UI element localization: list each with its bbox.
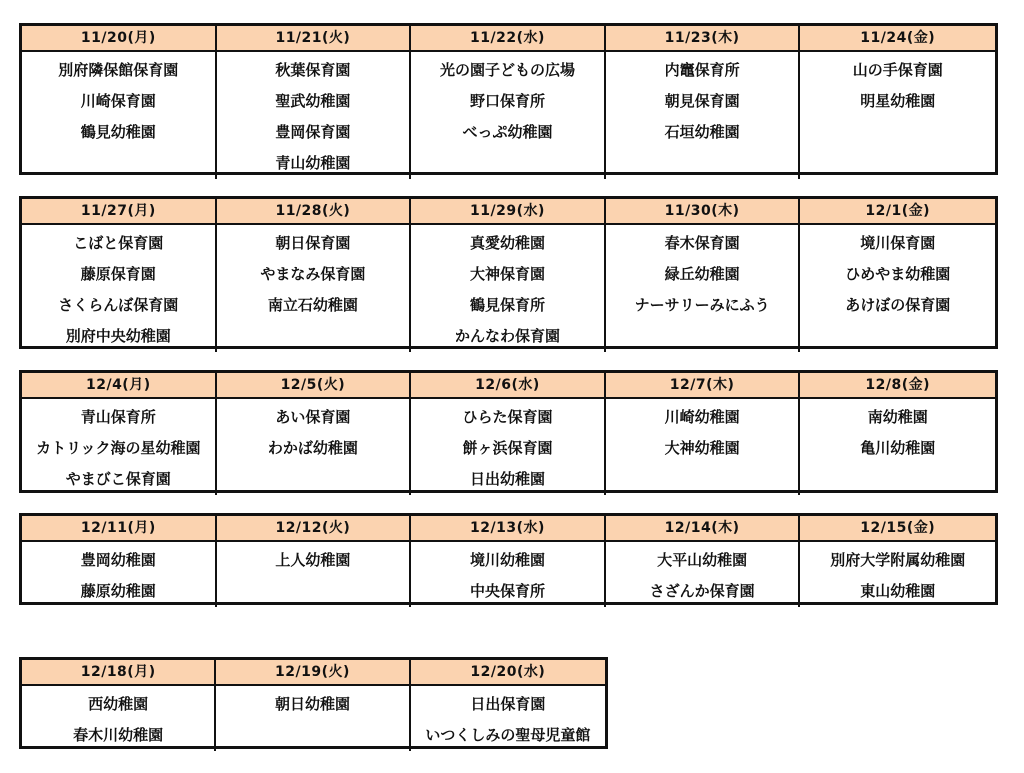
day-column	[800, 516, 995, 607]
day-column	[800, 199, 995, 352]
school-name: さくらんぼ保育園	[58, 296, 179, 314]
school-list	[606, 542, 799, 607]
day-column	[22, 660, 216, 751]
day-column	[606, 26, 801, 179]
day-column	[217, 373, 412, 495]
school-name: 野口保育所	[469, 92, 545, 110]
school-name: 大神幼稚園	[664, 439, 740, 457]
school-list	[411, 542, 604, 607]
school-name: 中央保育所	[469, 582, 545, 600]
date-header: 11/21(火)	[217, 26, 410, 52]
school-name: 光の園子どもの広場	[439, 61, 575, 79]
school-name: さざんか保育園	[649, 582, 755, 600]
school-name: 別府隣保館保育園	[58, 61, 179, 79]
date-header: 11/23(木)	[606, 26, 799, 52]
date-header: 12/6(水)	[411, 373, 604, 399]
date-header: 11/28(火)	[217, 199, 410, 225]
school-name: あい保育園	[275, 408, 351, 426]
school-list	[411, 225, 604, 352]
school-list	[800, 52, 995, 179]
day-column	[216, 660, 410, 751]
day-column	[800, 26, 995, 179]
school-name: 明星幼稚園	[860, 92, 936, 110]
week-table-5	[19, 657, 608, 749]
week-table-3	[19, 370, 998, 493]
school-list	[217, 542, 410, 607]
date-header: 12/4(月)	[22, 373, 215, 399]
day-column	[411, 516, 606, 607]
week-table-4	[19, 513, 998, 605]
day-column	[411, 26, 606, 179]
school-name: 日出保育園	[470, 695, 546, 713]
school-name: 秋葉保育園	[275, 61, 351, 79]
school-name: 青山幼稚園	[275, 154, 351, 172]
school-name: 春木保育園	[664, 234, 740, 252]
school-name: 川崎保育園	[80, 92, 156, 110]
day-column	[411, 373, 606, 495]
school-list	[800, 542, 995, 607]
date-header: 12/20(水)	[411, 660, 605, 686]
school-list	[22, 225, 215, 352]
school-name: 大平山幼稚園	[657, 551, 748, 569]
school-name: 春木川幼稚園	[73, 726, 164, 744]
date-header: 12/13(水)	[411, 516, 604, 542]
school-list	[411, 52, 604, 179]
day-column	[22, 373, 217, 495]
date-header: 12/14(木)	[606, 516, 799, 542]
school-name: 青山保育所	[80, 408, 156, 426]
day-column	[217, 516, 412, 607]
school-name: 聖武幼稚園	[275, 92, 351, 110]
school-list	[217, 52, 410, 179]
school-name: 亀川幼稚園	[860, 439, 936, 457]
date-header: 12/1(金)	[800, 199, 995, 225]
school-list	[22, 686, 214, 751]
school-name: 真愛幼稚園	[469, 234, 545, 252]
date-header: 12/11(月)	[22, 516, 215, 542]
date-header: 11/22(水)	[411, 26, 604, 52]
date-header: 12/19(火)	[216, 660, 408, 686]
date-header: 12/8(金)	[800, 373, 995, 399]
day-column	[606, 199, 801, 352]
date-header: 12/15(金)	[800, 516, 995, 542]
school-list	[411, 399, 604, 495]
day-column	[411, 660, 605, 751]
school-list	[22, 399, 215, 495]
day-column	[606, 373, 801, 495]
day-column	[411, 199, 606, 352]
school-name: 内竈保育所	[664, 61, 740, 79]
school-name: 山の手保育園	[852, 61, 943, 79]
school-name: ひらた保育園	[462, 408, 553, 426]
week-table-2	[19, 196, 998, 349]
date-header: 11/24(金)	[800, 26, 995, 52]
date-header: 12/18(月)	[22, 660, 214, 686]
school-name: 緑丘幼稚園	[664, 265, 740, 283]
date-header: 12/5(火)	[217, 373, 410, 399]
date-header: 11/20(月)	[22, 26, 215, 52]
school-name: ひめやま幼稚園	[845, 265, 951, 283]
school-list	[606, 399, 799, 495]
school-name: 豊岡幼稚園	[80, 551, 156, 569]
day-column	[22, 516, 217, 607]
school-name: 鶴見保育所	[469, 296, 545, 314]
school-name: べっぷ幼稚園	[462, 123, 553, 141]
day-column	[217, 26, 412, 179]
school-list	[606, 52, 799, 179]
school-list	[411, 686, 605, 751]
school-list	[22, 52, 215, 179]
school-list	[800, 399, 995, 495]
school-name: 朝日保育園	[275, 234, 351, 252]
school-name: 東山幼稚園	[860, 582, 936, 600]
school-name: 西幼稚園	[88, 695, 149, 713]
school-name: 上人幼稚園	[275, 551, 351, 569]
school-list	[217, 225, 410, 352]
school-name: 藤原幼稚園	[80, 582, 156, 600]
school-name: 別府中央幼稚園	[65, 327, 171, 345]
school-name: 朝見保育園	[664, 92, 740, 110]
school-name: やまびこ保育園	[65, 470, 171, 488]
school-list	[216, 686, 408, 751]
day-column	[606, 516, 801, 607]
school-name: やまなみ保育園	[260, 265, 366, 283]
school-name: ナーサリーみにふう	[634, 296, 770, 314]
day-column	[22, 199, 217, 352]
school-name: 豊岡保育園	[275, 123, 351, 141]
school-name: かんなわ保育園	[454, 327, 560, 345]
school-name: 別府大学附属幼稚園	[830, 551, 966, 569]
date-header: 11/29(水)	[411, 199, 604, 225]
school-name: 石垣幼稚園	[664, 123, 740, 141]
date-header: 11/27(月)	[22, 199, 215, 225]
date-header: 12/7(木)	[606, 373, 799, 399]
school-name: 日出幼稚園	[469, 470, 545, 488]
school-list	[606, 225, 799, 352]
school-name: 川崎幼稚園	[664, 408, 740, 426]
day-column	[217, 199, 412, 352]
week-table-1	[19, 23, 998, 175]
school-name: 南幼稚園	[867, 408, 928, 426]
school-name: 餅ヶ浜保育園	[462, 439, 553, 457]
school-name: 鶴見幼稚園	[80, 123, 156, 141]
school-name: こばと保育園	[73, 234, 164, 252]
school-name: わかば幼稚園	[267, 439, 358, 457]
school-list	[800, 225, 995, 352]
school-name: 南立石幼稚園	[267, 296, 358, 314]
school-name: 大神保育園	[469, 265, 545, 283]
school-name: 藤原保育園	[80, 265, 156, 283]
school-list	[22, 542, 215, 607]
date-header: 12/12(火)	[217, 516, 410, 542]
school-name: 境川幼稚園	[469, 551, 545, 569]
school-name: カトリック海の星幼稚園	[36, 439, 201, 457]
date-header: 11/30(木)	[606, 199, 799, 225]
school-list	[217, 399, 410, 495]
school-name: いつくしみの聖母児童館	[425, 726, 591, 744]
day-column	[800, 373, 995, 495]
school-name: 境川保育園	[860, 234, 936, 252]
day-column	[22, 26, 217, 179]
school-name: あけぼの保育園	[845, 296, 951, 314]
school-name: 朝日幼稚園	[274, 695, 350, 713]
